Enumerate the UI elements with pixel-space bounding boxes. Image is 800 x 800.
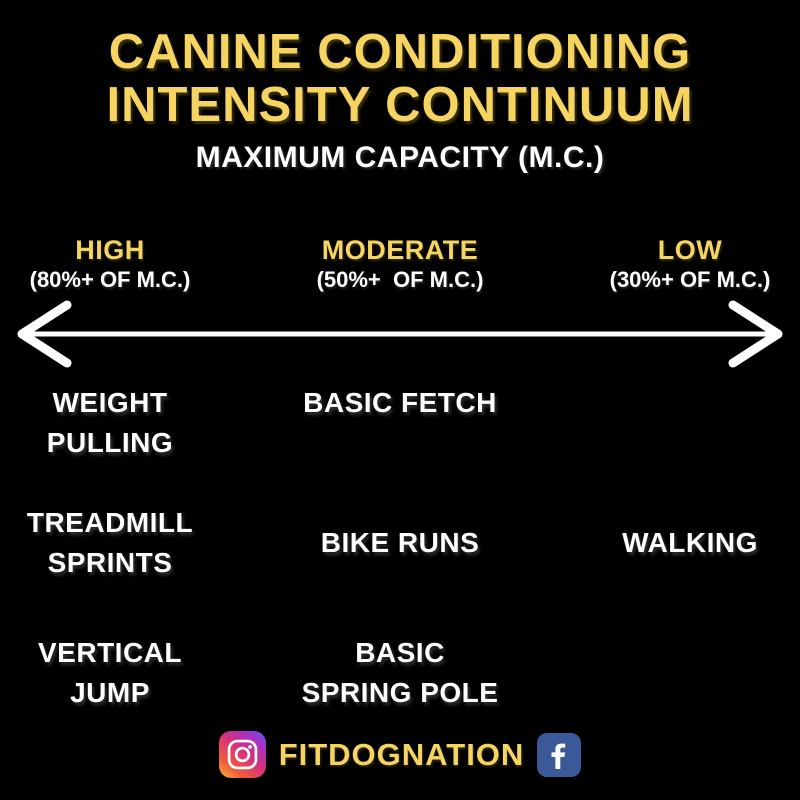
level-low-capacity: (30%+ OF M.C.) [609, 267, 771, 292]
instagram-camera-glyph [227, 739, 258, 770]
activities-row-3 [0, 633, 800, 713]
level-high-label: HIGH [75, 235, 145, 265]
level-low [580, 236, 800, 293]
activity-empty-cell [580, 383, 800, 463]
activity-weight-pulling [0, 383, 220, 463]
activity-label: WALKING [622, 527, 758, 558]
intensity-levels-row [0, 236, 800, 293]
activity-label: SPRING POLE [301, 677, 499, 708]
activity-basic-spring-pole [220, 633, 580, 713]
level-high-capacity: (80%+ OF M.C.) [29, 267, 191, 292]
activity-basic-fetch [220, 383, 580, 463]
footer [0, 731, 800, 778]
facebook-f-glyph [537, 733, 581, 777]
activity-label: PULLING [46, 427, 174, 458]
activity-treadmill-sprints [0, 503, 220, 583]
activities-row-2 [0, 503, 800, 583]
social-handle: FITDOGNATION [278, 736, 525, 772]
title-line-2: INTENSITY CONTINUUM [106, 78, 694, 132]
subtitle: MAXIMUM CAPACITY (M.C.) [195, 141, 605, 174]
level-moderate-capacity: (50%+ OF M.C.) [316, 267, 484, 292]
activity-vertical-jump [0, 633, 220, 713]
activities-grid [0, 383, 800, 713]
continuum-arrow [14, 300, 786, 368]
activity-label: JUMP [70, 677, 150, 708]
activity-empty-cell [580, 633, 800, 713]
facebook-icon [537, 733, 581, 777]
activity-label: VERTICAL [38, 637, 182, 668]
level-moderate [220, 236, 580, 293]
activity-label: BIKE RUNS [320, 527, 480, 558]
activity-bike-runs [220, 503, 580, 583]
title-line-1: CANINE CONDITIONING [108, 25, 692, 79]
page-title [0, 26, 800, 132]
activities-row-1 [0, 383, 800, 463]
double-arrow-icon [14, 300, 786, 368]
activity-label: WEIGHT [52, 387, 168, 418]
activity-label: BASIC FETCH [303, 387, 497, 418]
activity-label: TREADMILL [26, 507, 194, 538]
level-moderate-label: MODERATE [321, 235, 479, 265]
activity-label: SPRINTS [47, 547, 173, 578]
activity-label: BASIC [355, 637, 445, 668]
level-low-label: LOW [657, 235, 723, 265]
level-high [0, 236, 220, 293]
activity-walking [580, 503, 800, 583]
instagram-icon [219, 731, 266, 778]
